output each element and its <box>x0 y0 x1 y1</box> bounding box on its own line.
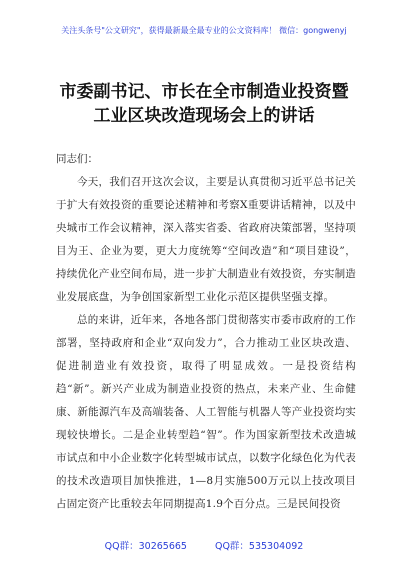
footer-qq-group-1: QQ群：30265665 <box>104 541 187 552</box>
document-body <box>56 148 356 516</box>
paragraph-1: 今天，我们召开这次会议，主要是认真贯彻习近平总书记关于扩大有效投资的重要论述精神和考察X重要讲话精神，以及中央城市工作会议精神，深入落实省委、省政府决策部署，坚持项目为王、企业为要，更大力度统筹“空间改造”和“项目建设”，持续优化产业空间布局，进一步扩大制造业有效投资，夯实制造业发展底盘，为争创国家新型工业化示范区提供坚强支撑。 <box>56 176 356 303</box>
footer-qq-group-2: QQ群：535304092 <box>214 541 304 552</box>
header-note: 关注头条号"公文研究"，获得最新最全最专业的公文资料库！ 微信：gongwenyj <box>61 26 347 35</box>
document-title-line-2: 工业区块改造现场会上的讲话 <box>93 106 315 126</box>
paragraph-2: 总的来讲，近年来，各地各部门贯彻落实市委市政府的工作部署，坚持政府和企业“双向发力”，合力推动工业区块改造、促进制造业有效投资，取得了明显成效。一是投资结构趋“新”。新兴产业成为制造业投资的热点，未来产业、生命健康、新能源汽车及高端装备、人工智能与机器人等产业投资均实现较快增长。二是企业转型趋“智”。作为国家新型技术改造城市试点和中小企业数字化转型城市试点，以数字化绿色化为代表的技术改造项目加快推进，1—8月实施500万元以上技改项目占固定资产比重较去年同期提高1.9个百分点。三是民间投资 <box>56 314 356 510</box>
footer-contacts <box>0 541 408 553</box>
salutation: 同志们： <box>56 153 98 165</box>
document-title-line-1: 市委副书记、市长在全市制造业投资暨 <box>59 82 349 102</box>
document-title <box>40 80 368 128</box>
